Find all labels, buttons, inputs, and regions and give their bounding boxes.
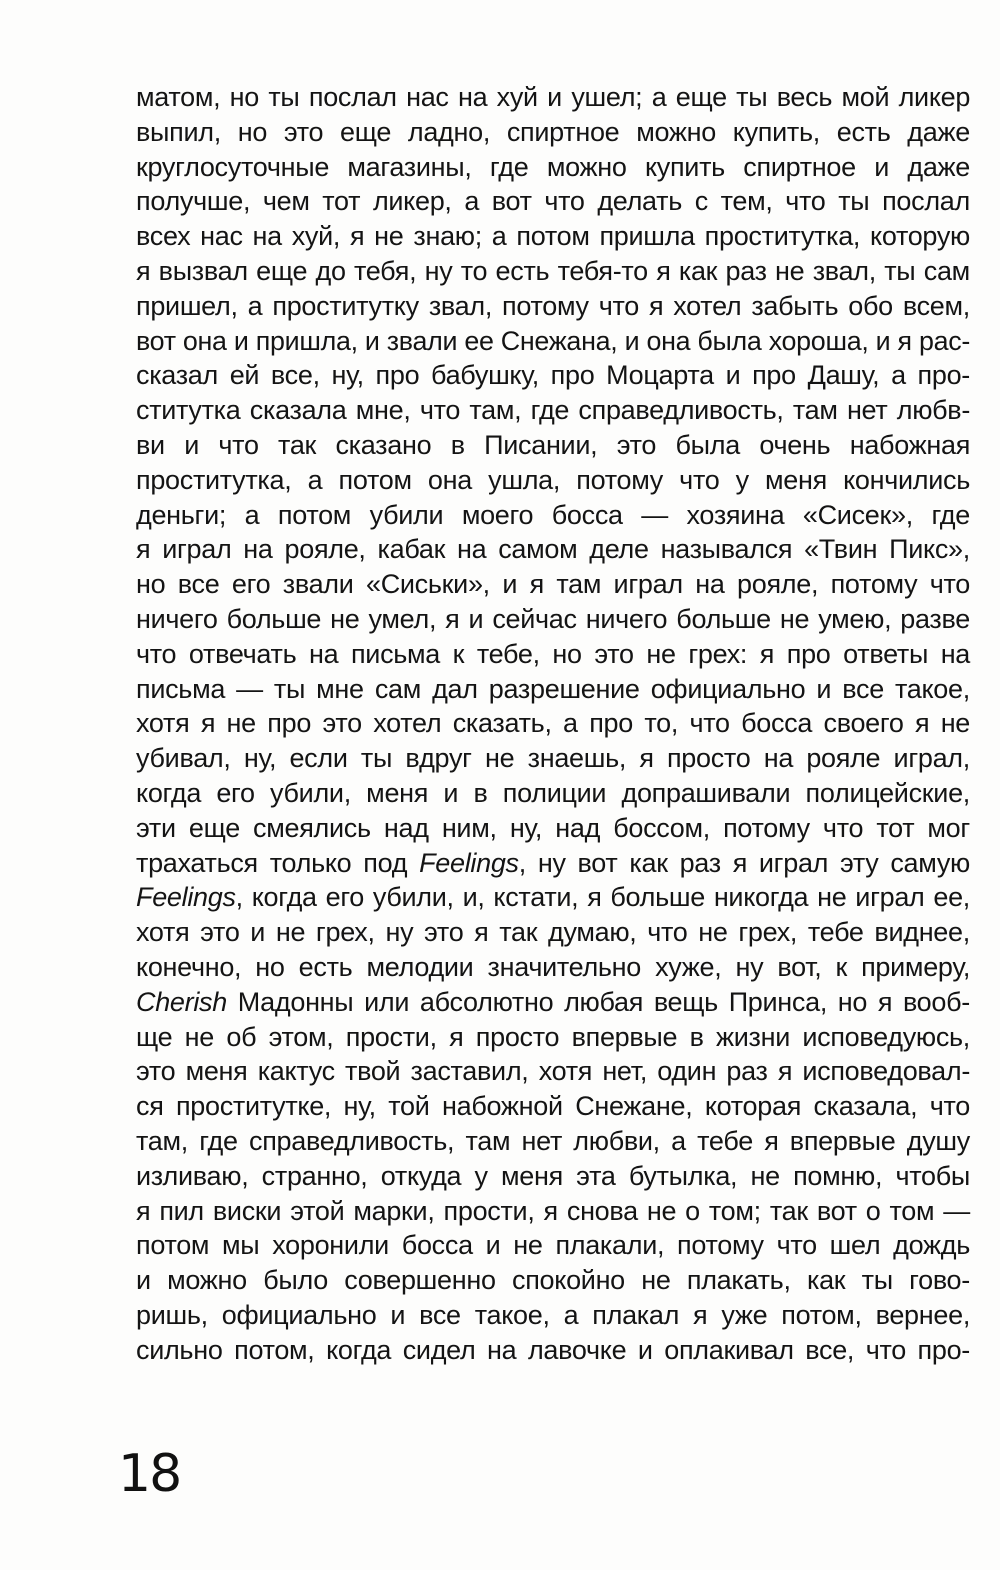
italic-title: Feelings xyxy=(419,847,519,878)
text-line xyxy=(136,393,970,428)
text-line xyxy=(136,80,970,115)
text-line xyxy=(136,811,970,846)
text-line xyxy=(136,1333,970,1368)
text-segment: хотя это и не грех, ну это я так думаю, что не грех, тебе виднее, xyxy=(136,917,970,948)
text-segment: трахаться только под xyxy=(136,847,420,878)
text-segment: ничего больше не умел, я и сейчас ничего больше не умею, разве xyxy=(136,603,970,634)
text-line xyxy=(136,846,970,881)
text-segment: сильно потом, когда сидел на лавочке и оплакивал все, что про- xyxy=(136,1334,970,1365)
text-line xyxy=(136,150,970,185)
text-segment: ви и что так сказано в Писании, это была очень набожная xyxy=(136,429,971,460)
text-line xyxy=(136,254,970,289)
text-line xyxy=(136,706,970,741)
text-line xyxy=(136,463,970,498)
text-line xyxy=(136,1228,970,1263)
text-segment: проститутка, а потом она ушла, потому что у меня кончились xyxy=(136,464,970,495)
text-segment: когда его убили, меня и в полиции допрашивали полицейские, xyxy=(136,777,970,808)
text-segment: , ну вот как раз я играл эту самую xyxy=(518,847,970,878)
italic-title: Cherish xyxy=(136,986,227,1017)
text-segment: потом мы хоронили босса и не плакали, потому что шел дождь xyxy=(136,1230,971,1261)
text-line xyxy=(136,1089,970,1124)
italic-title: Feelings xyxy=(136,882,236,913)
text-line xyxy=(136,428,970,463)
text-segment: ститутка сказала мне, что там, где справедливость, там нет любв- xyxy=(136,395,971,426)
text-line xyxy=(136,741,970,776)
text-line xyxy=(136,985,970,1020)
text-line xyxy=(136,776,970,811)
text-line xyxy=(136,358,970,393)
page-number: 18 xyxy=(118,1444,181,1504)
text-line xyxy=(136,1124,970,1159)
text-line xyxy=(136,950,970,985)
text-segment: ще не об этом, прости, я просто впервые в жизни исповедуюсь, xyxy=(136,1021,971,1052)
text-line xyxy=(136,1263,970,1298)
text-line xyxy=(136,602,970,637)
text-line xyxy=(136,1298,970,1333)
text-segment: матом, но ты послал нас на хуй и ушел; а еще ты весь мой ликер xyxy=(136,82,971,112)
text-line xyxy=(136,1054,970,1089)
text-line xyxy=(136,115,970,150)
text-line xyxy=(136,289,970,324)
text-segment: я пил виски этой марки, прости, я снова не о том; так вот о том — xyxy=(136,1195,970,1226)
text-line xyxy=(136,1159,970,1194)
text-segment: изливаю, странно, откуда у меня эта бутылка, не помню, чтобы xyxy=(136,1160,970,1191)
text-line xyxy=(136,532,970,567)
text-segment: письма — ты мне сам дал разрешение официально и все такое, xyxy=(136,673,970,704)
text-line xyxy=(136,672,970,707)
text-segment: и можно было совершенно спокойно не плакать, как ты гово- xyxy=(136,1265,970,1296)
text-segment: пришел, а проститутку звал, потому что я хотел забыть обо всем, xyxy=(136,290,970,321)
text-line xyxy=(136,637,970,672)
text-segment: что отвечать на письма к тебе, но это не грех: я про ответы на xyxy=(136,638,971,669)
text-segment: я играл на рояле, кабак на самом деле назывался «Твин Пикс», xyxy=(136,534,970,565)
text-line xyxy=(136,1020,970,1055)
text-line xyxy=(136,498,970,533)
text-segment: получше, чем тот ликер, а вот что делать с тем, что ты послал xyxy=(136,186,970,217)
text-line xyxy=(136,184,970,219)
text-segment: но все его звали «Сиськи», и я там играл на рояле, потому что xyxy=(136,569,971,600)
text-segment: эти еще смеялись над ним, ну, над боссом, потому что тот мог xyxy=(136,812,970,843)
text-segment: хотя я не про это хотел сказать, а про то, что босса своего я не xyxy=(136,708,971,739)
text-line xyxy=(136,1194,970,1229)
text-segment: деньги; а потом убили моего босса — хозяина «Сисек», где xyxy=(136,499,970,530)
text-segment: всех нас на хуй, я не знаю; а потом пришла проститутка, которую xyxy=(136,221,970,252)
text-line xyxy=(136,567,970,602)
text-segment: я вызвал еще до тебя, ну то есть тебя-то я как раз не звал, ты сам xyxy=(136,255,970,286)
text-segment: сказал ей все, ну, про бабушку, про Моцарта и про Дашу, а про- xyxy=(136,360,970,391)
text-segment: ришь, официально и все такое, а плакал я уже потом, вернее, xyxy=(136,1299,971,1330)
text-segment: ся проститутке, ну, той набожной Снежане, которая сказала, что xyxy=(136,1091,971,1122)
text-segment: это меня кактус твой заставил, хотя нет, один раз я исповедовал- xyxy=(136,1056,971,1087)
text-segment: , когда его убили, и, кстати, я больше никогда не играл ее, xyxy=(235,882,970,913)
text-segment: убивал, ну, если ты вдруг не знаешь, я просто на рояле играл, xyxy=(136,743,970,774)
text-line xyxy=(136,219,970,254)
text-segment: выпил, но это еще ладно, спиртное можно купить, есть даже xyxy=(136,116,970,147)
body-text xyxy=(136,80,970,1367)
text-segment: там, где справедливость, там нет любви, а тебе я впервые душу xyxy=(136,1125,970,1156)
text-segment: конечно, но есть мелодии значительно хуже, ну вот, к примеру, xyxy=(136,951,971,982)
text-line xyxy=(136,880,970,915)
text-segment: круглосуточные магазины, где можно купить спиртное и даже xyxy=(136,151,971,182)
text-line xyxy=(136,915,970,950)
text-line xyxy=(136,324,970,359)
text-segment: Мадонны или абсолютно любая вещь Принса, но я вооб- xyxy=(226,986,970,1017)
text-segment: вот она и пришла, и звали ее Снежана, и она была хороша, и я рас- xyxy=(136,325,970,356)
